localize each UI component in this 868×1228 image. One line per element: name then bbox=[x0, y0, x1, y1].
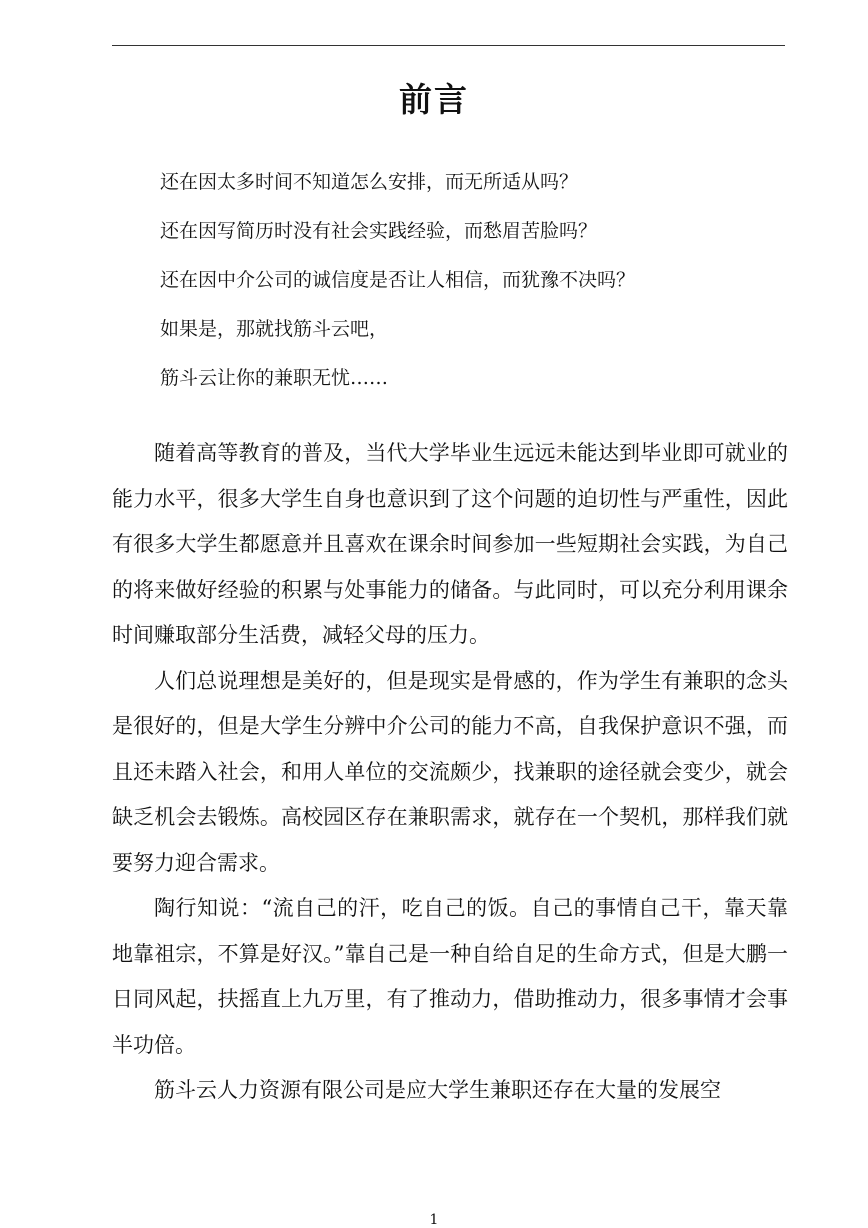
intro-line: 筋斗云让你的兼职无忧…… bbox=[160, 367, 389, 389]
paragraph: 随着高等教育的普及，当代大学毕业生远远未能达到毕业即可就业的能力水平，很多大学生自身也意识到了这个问题的迫切性与严重性，因此有很多大学生都愿意并且喜欢在课余时间参加一些短期社会实践，为自己的将来做好经验的积累与处事能力的储备。与此同时，可以充分利用课余时间赚取部分生活费，减轻父母的压力。 bbox=[112, 441, 788, 647]
page-title: 前言 bbox=[399, 80, 469, 119]
paragraph: 陶行知说：“流自己的汗，吃自己的饭。自己的事情自己干，靠天靠地靠祖宗，不算是好汉。”靠自己是一种自给自足的生命方式，但是大鹏一日同风起，扶摇直上九万里，有了推动力，借助推动力，很多事情才会事半功倍。 bbox=[112, 896, 788, 1057]
paragraph: 筋斗云人力资源有限公司是应大学生兼职还存在大量的发展空 bbox=[154, 1078, 721, 1102]
page-number: 1 bbox=[429, 1212, 439, 1228]
header-rule bbox=[112, 45, 785, 46]
intro-block bbox=[160, 158, 780, 403]
intro-line: 还在因中介公司的诚信度是否让人相信，而犹豫不决吗？ bbox=[160, 269, 636, 291]
paragraph: 人们总说理想是美好的，但是现实是骨感的，作为学生有兼职的念头是很好的，但是大学生分辨中介公司的能力不高，自我保护意识不强，而且还未踏入社会，和用人单位的交流颇少，找兼职的途径就会变少，就会缺乏机会去锻炼。高校园区存在兼职需求，就存在一个契机，那样我们就要努力迎合需求。 bbox=[112, 668, 788, 875]
intro-line: 还在因写简历时没有社会实践经验，而愁眉苦脸吗？ bbox=[160, 220, 598, 242]
intro-line: 如果是，那就找筋斗云吧， bbox=[160, 318, 389, 340]
body-text bbox=[112, 431, 788, 1114]
intro-line: 还在因太多时间不知道怎么安排，而无所适从吗？ bbox=[160, 171, 579, 193]
